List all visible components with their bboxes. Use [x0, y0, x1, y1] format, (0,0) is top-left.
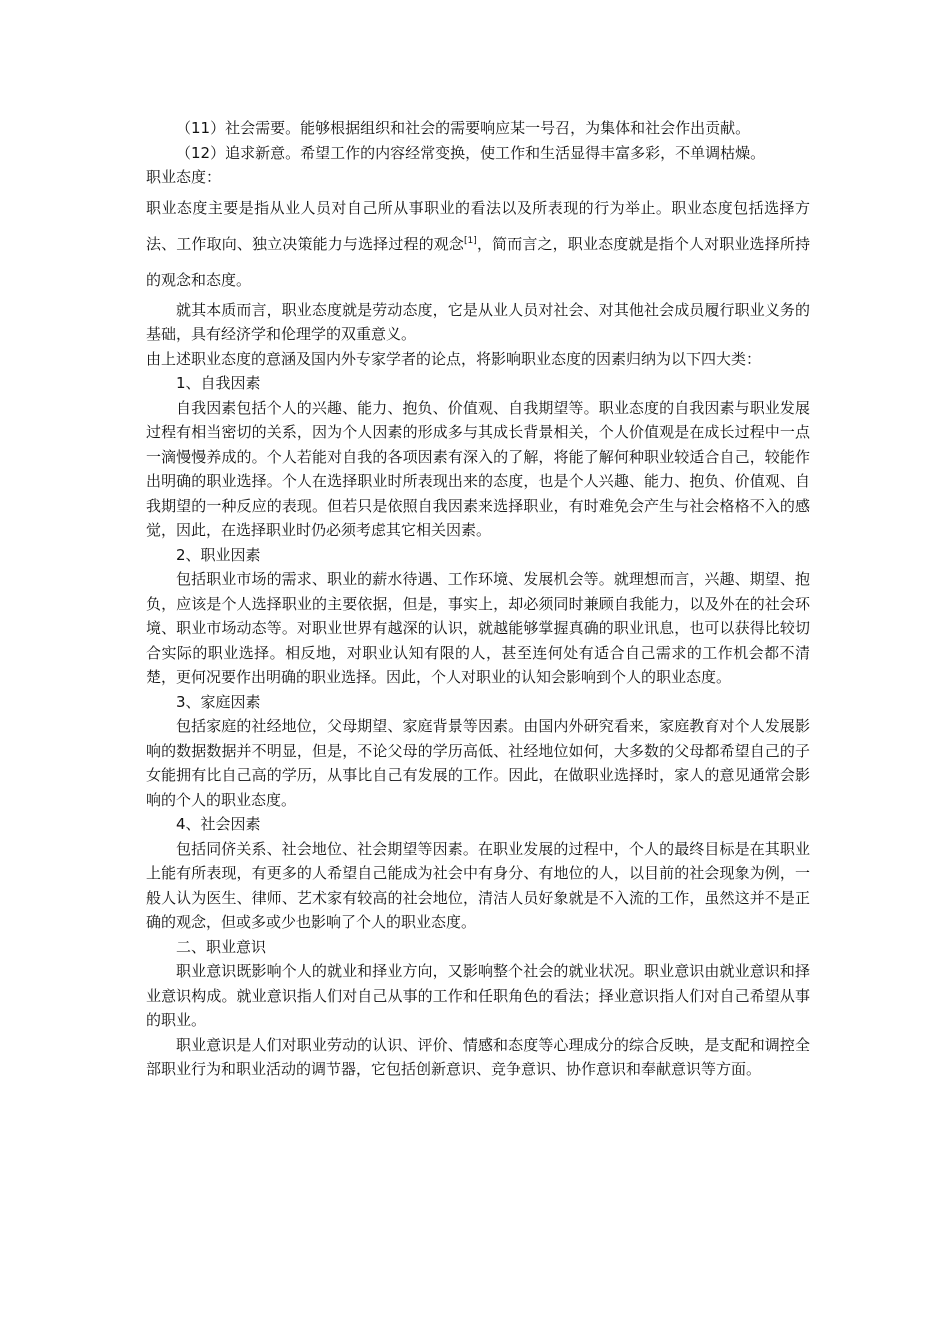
- body-self-factor: 自我因素包括个人的兴趣、能力、抱负、价值观、自我期望等。职业态度的自我因素与职业发展过程有相当密切的关系，因为个人因素的形成多与其成长背景相关，个人价值观是在成长过程中一点一滴慢慢养成的。个人若能对自我的各项因素有深入的了解，将能了解何种职业较适合自己，较能作出明确的职业选择。个人在选择职业时所表现出来的态度，也是个人兴趣、能力、抱负、价值观、自我期望的一种反应的表现。但若只是依照自我因素来选择职业，有时难免会产生与社会格格不入的感觉，因此，在选择职业时仍必须考虑其它相关因素。: [146, 398, 810, 539]
- heading-family-factor: 3、家庭因素: [176, 692, 261, 711]
- body-career-factor: 包括职业市场的需求、职业的薪水待遇、工作环境、发展机会等。就理想而言，兴趣、期望、抱负，应该是个人选择职业的主要依据，但是，事实上，却必须同时兼顾自我能力，以及外在的社会环境、职业市场动态等。对职业世界有越深的认识，就越能够掌握真确的职业讯息，也可以获得比较切合实际的职业选择。相反地，对职业认知有限的人，甚至连何处有适合自己需求的工作机会都不清楚，更何况要作出明确的职业选择。因此，个人对职业的认知会影响到个人的职业态度。: [146, 570, 810, 686]
- summary-paragraph: 由上述职业态度的意涵及国内外专家学者的论点，将影响职业态度的因素归纳为以下四大类：: [146, 349, 762, 368]
- heading-self-factor: 1、自我因素: [176, 374, 261, 392]
- document-page: [146, 116, 810, 1082]
- attitude-definition-a: 职业态度主要是指从业人员对自己所从事职业的看法以及所表现的行为举止。职业态度包括选择方法、工作取向、独立决策能力与选择过程的观念: [146, 198, 810, 253]
- paragraph-11: （11）社会需要。能够根据组织和社会的需要响应某一号召，为集体和社会作出贡献。: [176, 119, 751, 137]
- heading-social-factor: 4、社会因素: [176, 815, 261, 833]
- heading-career-awareness: 二、职业意识: [176, 937, 267, 956]
- attitude-title: 职业态度：: [146, 168, 222, 186]
- attitude-definition: [146, 190, 810, 298]
- body-family-factor: 包括家庭的社经地位，父母期望、家庭背景等因素。由国内外研究看来，家庭教育对个人发展影响的数据数据并不明显，但是，不论父母的学历高低、社经地位如何，大多数的父母都希望自己的子女能拥有比自己高的学历，从事比自己有发展的工作。因此，在做职业选择时，家人的意见通常会影响的个人的职业态度。: [146, 717, 810, 809]
- attitude-definition-b: ，简而言之，职业态度就是指个人对职业选择所持的观念和态度。: [146, 234, 810, 289]
- paragraph-12: （12）追求新意。希望工作的内容经常变换，使工作和生活显得丰富多彩，不单调枯燥。: [176, 143, 766, 162]
- essence-paragraph: 就其本质而言，职业态度就是劳动态度，它是从业人员对社会、对其他社会成员履行职业义务的基础，具有经济学和伦理学的双重意义。: [146, 300, 810, 343]
- body-career-awareness-1: 职业意识既影响个人的就业和择业方向，又影响整个社会的就业状况。职业意识由就业意识和择业意识构成。就业意识指人们对自己从事的工作和任职角色的看法；择业意识指人们对自己希望从事的职业。: [146, 962, 810, 1029]
- body-social-factor: 包括同侪关系、社会地位、社会期望等因素。在职业发展的过程中，个人的最终目标是在其职业上能有所表现，有更多的人希望自己能成为社会中有身分、有地位的人，以目前的社会现象为例，一般人认为医生、律师、艺术家有较高的社会地位，清洁人员好象就是不入流的工作，虽然这并不是正确的观念，但或多或少也影响了个人的职业态度。: [146, 839, 810, 931]
- heading-career-factor: 2、职业因素: [176, 545, 261, 564]
- body-career-awareness-2: 职业意识是人们对职业劳动的认识、评价、情感和态度等心理成分的综合反映，是支配和调控全部职业行为和职业活动的调节器，它包括创新意识、竞争意识、协作意识和奉献意识等方面。: [146, 1035, 810, 1078]
- reference-mark: [1]: [464, 235, 477, 246]
